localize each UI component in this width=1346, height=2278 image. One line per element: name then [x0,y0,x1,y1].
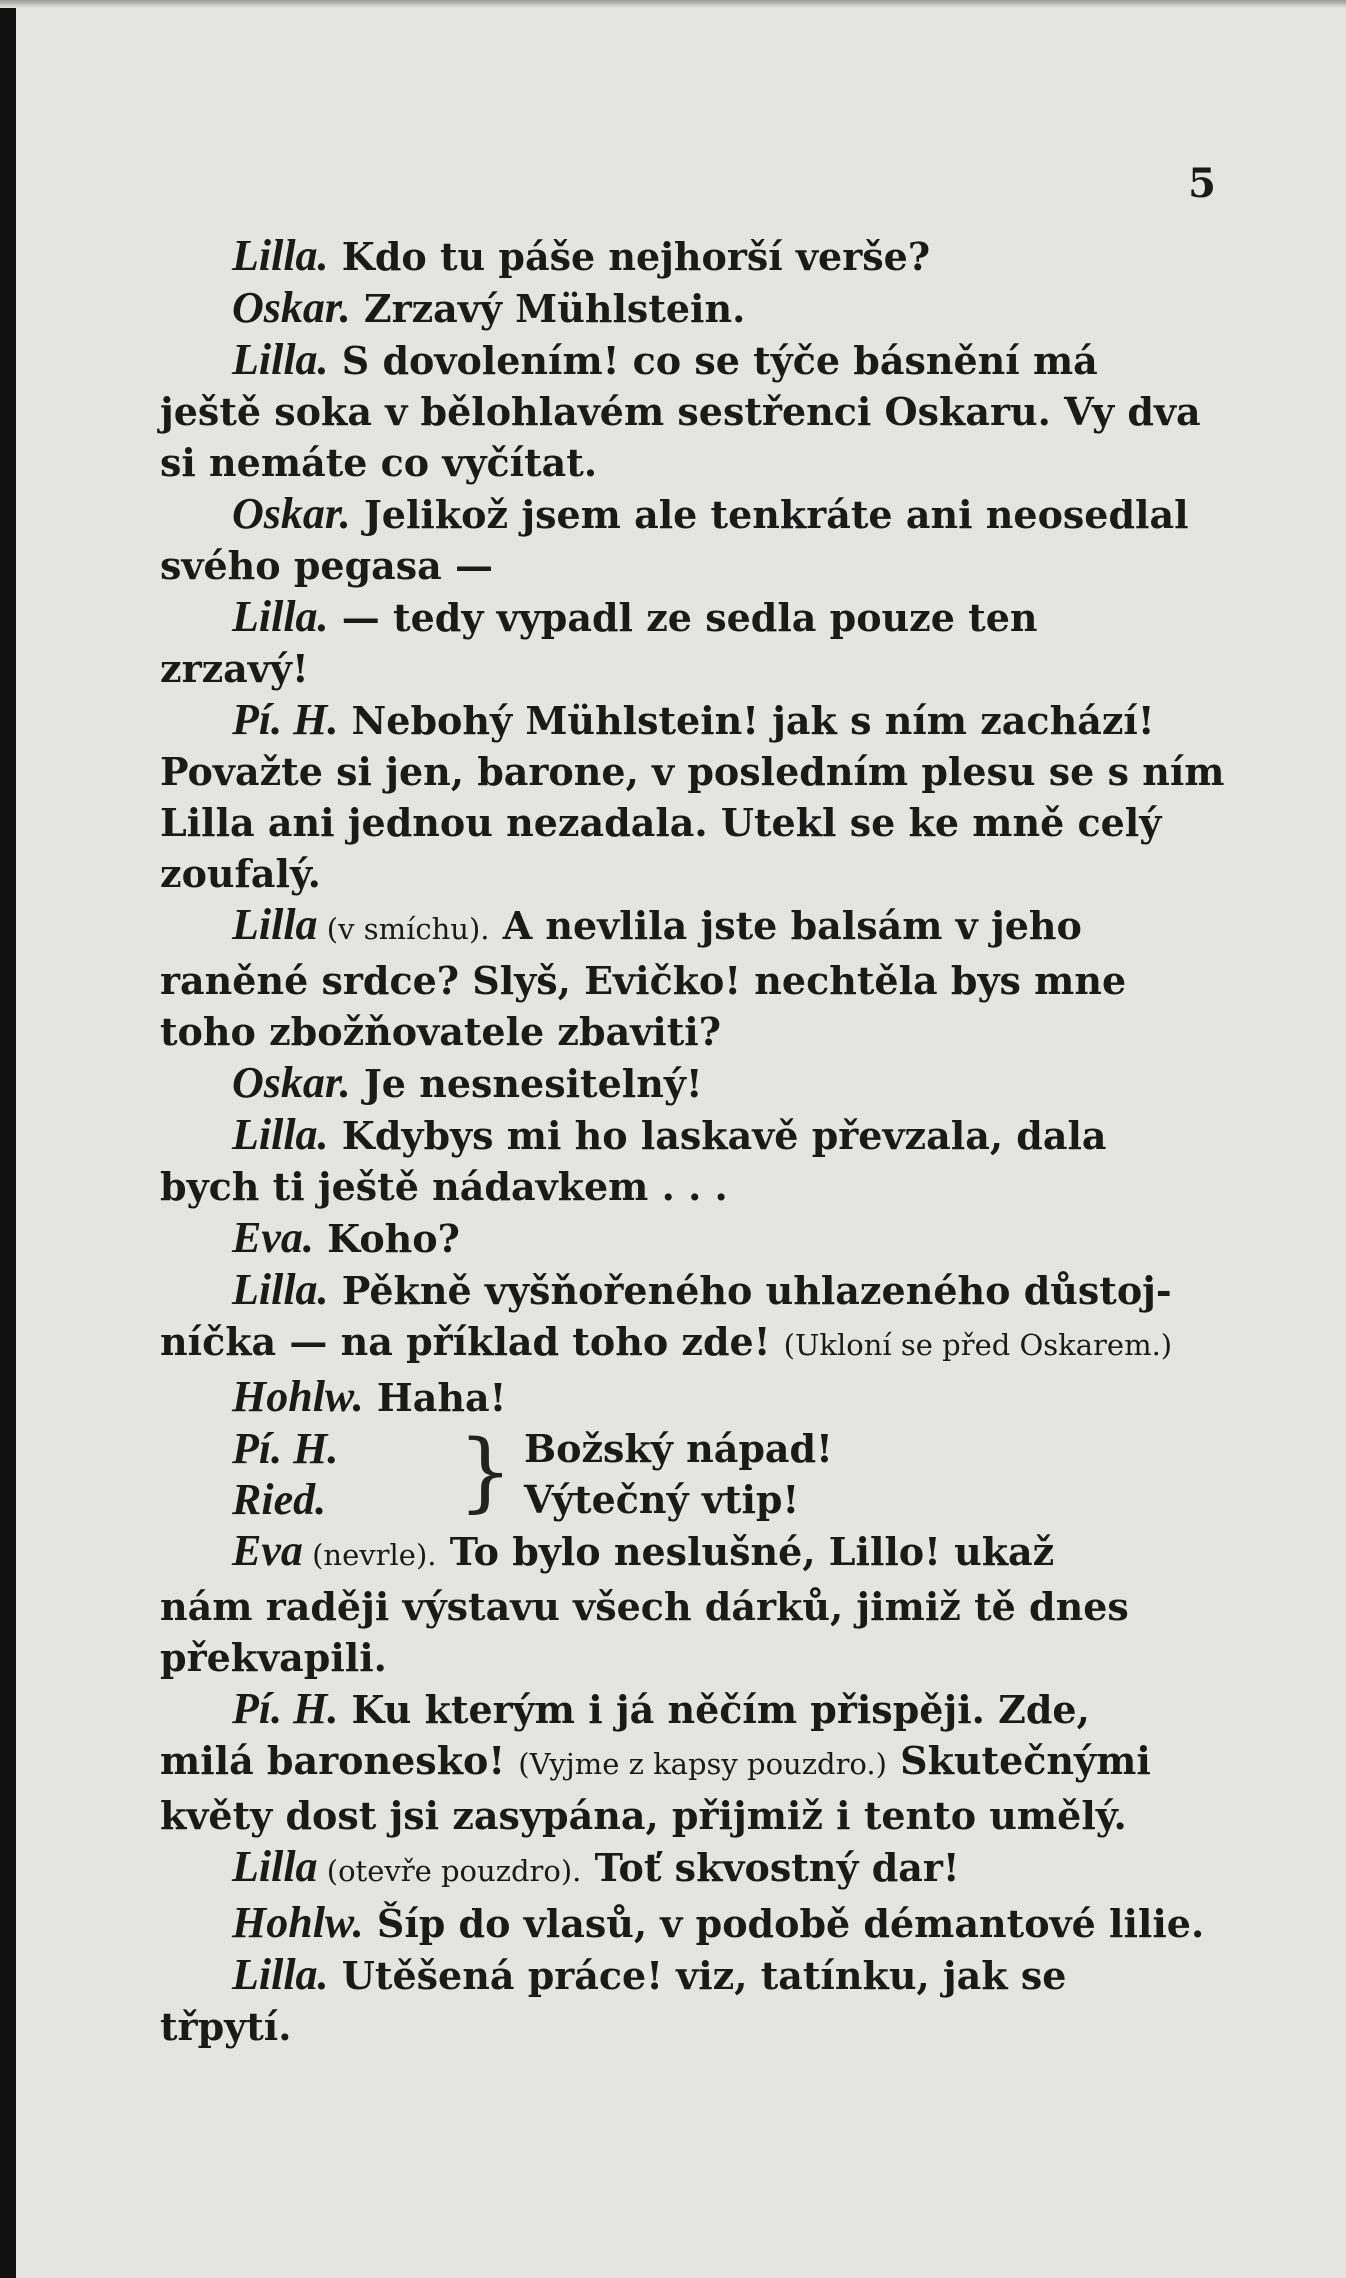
speaker-name: Hohlw. [232,1372,364,1421]
speaker-name: Hohlw. [232,1898,364,1947]
brace-symbol: } [458,1422,513,1522]
text-line: překvapili. [160,1635,387,1680]
stage-direction: (nevrle). [302,1538,437,1572]
speaker-name: Lilla. [232,1265,329,1314]
speaker-name: Lilla. [232,231,329,280]
text-line: Lilla. Pěkně vyšňořeného uhlazeného důstoj- [232,1265,1172,1314]
text-line: níčka — na příklad toho zde! (Ukloní se před Oskarem.) [160,1319,1173,1364]
play-text [160,230,1225,2052]
speaker-name: Ried. [232,1475,327,1524]
speaker-name: Lilla. [232,592,329,641]
speaker-name: Oskar. [232,489,351,538]
speaker-name: Pí. H. [232,695,339,744]
text-line: Lilla. — tedy vypadl ze sedla pouze ten [232,592,1038,641]
speaker-name: Lilla. [232,1110,329,1159]
text-line: květy dost jsi zasypána, přijmiž i tento umělý. [160,1793,1127,1838]
text-line: nám raději výstavu všech dárků, jimiž tě dnes [160,1584,1129,1629]
speaker-name: Lilla. [232,1950,329,1999]
text-line: si nemáte co vyčítat. [160,440,598,485]
text-line: Oskar. Jelikož jsem ale tenkráte ani neosedlal [232,489,1189,538]
text-line: Eva (nevrle). To bylo neslušné, Lillo! ukaž [232,1526,1055,1575]
stage-direction: (Ukloní se před Oskarem.) [783,1328,1173,1362]
text-line: Hohlw. Haha! [232,1372,507,1421]
text-line: Pí. H. Ku kterým i já něčím přispěji. Zde, [232,1684,1090,1733]
text-line: Výtečný vtip! [524,1477,800,1522]
text-line: Oskar. Zrzavý Mühlstein. [232,283,746,332]
text-line: Lilla (v smíchu). A nevlila jste balsám v jeho [232,900,1082,949]
page-number: 5 [1188,160,1216,207]
text-line: Lilla (otevře pouzdro). Toť skvostný dar! [232,1842,960,1891]
stage-direction: (Vyjme z kapsy pouzdro.) [518,1747,887,1781]
page-binding-edge [0,0,16,2278]
speaker-name: Oskar. [232,283,351,332]
text-line: Lilla. Utěšená práce! viz, tatínku, jak se [232,1950,1067,1999]
text-line: Božský nápad! [524,1426,833,1471]
text-line: Oskar. Je nesnesitelný! [232,1058,703,1107]
joint-speech [160,1423,1212,1525]
speaker-name: Pí. H. [232,1424,339,1473]
speaker-name: Lilla. [232,335,329,384]
speaker-name: Lilla [232,1842,318,1891]
text-line: Eva. Koho? [232,1213,460,1262]
text-line: toho zbožňovatele zbaviti? [160,1009,721,1054]
text-line: zrzavý! [160,646,309,691]
speaker-name: Pí. H. [232,1684,339,1733]
text-line: zoufalý. [160,851,321,896]
text-line: Hohlw. Šíp do vlasů, v podobě démantové lilie. [232,1898,1205,1947]
stage-direction: (v smíchu). [317,912,490,946]
text-line: Lilla ani jednou nezadala. Utekl se ke mně celý [160,800,1162,845]
text-line: Lilla. Kdybys mi ho laskavě převzala, dala [232,1110,1107,1159]
text-line: Lilla. S dovolením! co se týče básnění má [232,335,1098,384]
speaker-name: Eva. [232,1213,314,1262]
speaker-name: Oskar. [232,1058,351,1107]
speaker-name: Lilla [232,900,318,949]
text-line: bych ti ještě nádavkem . . . [160,1164,728,1209]
text-line: ještě soka v bělohlavém sestřenci Oskaru. Vy dva [160,389,1201,434]
text-line: Lilla. Kdo tu páše nejhorší verše? [232,231,931,280]
text-line: Považte si jen, barone, v posledním plesu se s ním [160,749,1225,794]
text-line: třpytí. [160,2004,292,2049]
text-line: milá baronesko! (Vyjme z kapsy pouzdro.) Skutečnými [160,1738,1151,1783]
stage-direction: (otevře pouzdro). [317,1854,582,1888]
text-line: svého pegasa — [160,543,494,588]
page-top-edge [0,0,1346,8]
text-line: raněné srdce? Slyš, Evičko! nechtěla bys mne [160,958,1127,1003]
text-line: Pí. H. Nebohý Mühlstein! jak s ním zachází! [232,695,1155,744]
speaker-name: Eva [232,1526,303,1575]
